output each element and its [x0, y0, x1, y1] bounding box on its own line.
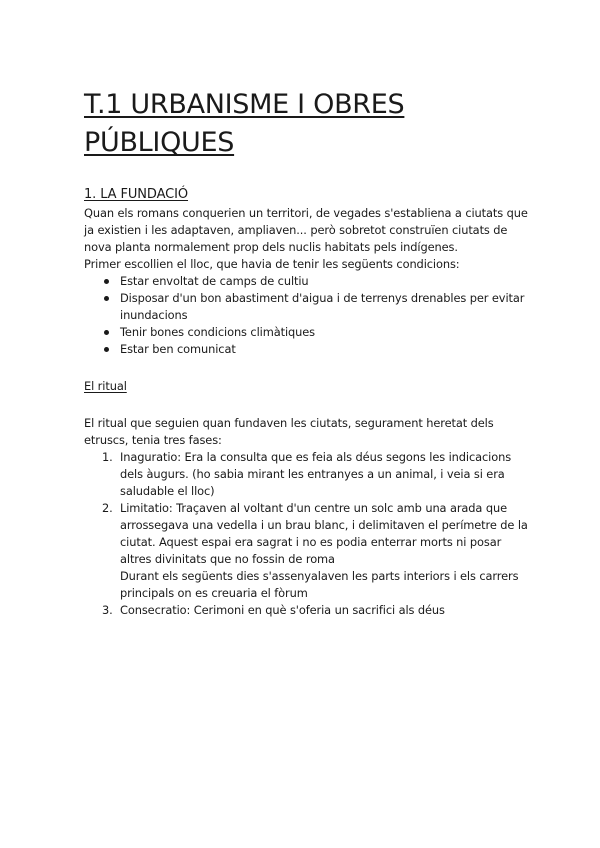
phase-text: Limitatio: Traçaven al voltant d'un centre un solc amb una arada que arrossegava una vedella i un brau blanc, i delimitaven el perímetre de la ciutat. Aquest espai era sagrat i no es podia enterrar morts ni posar altres divinitats que no fossin de roma: [120, 501, 528, 566]
list-number: 1.: [102, 450, 113, 464]
ritual-intro: El ritual que seguien quan fundaven les ciutats, segurament heretat dels etruscs, tenia tres fases:: [84, 416, 494, 447]
section-intro: Quan els romans conquerien un territori, de vegades s'establiena a ciutats que ja existien i les adaptaven, ampliaven... però sobretot construïen ciutats de nova planta normalement prop dels nuclis habitats pels indígenes.: [84, 206, 528, 254]
list-item: [102, 500, 534, 602]
phases-list: [84, 449, 534, 619]
page-title: T.1 URBANISME I OBRES PÚBLIQUES: [84, 89, 405, 158]
list-item: [102, 449, 534, 500]
phase-text: Inaguratio: Era la consulta que es feia als déus segons les indicacions dels àugurs. (ho sabia mirant les entranyes a un animal, i veia si era saludable el lloc): [120, 450, 512, 498]
list-item: Tenir bones condicions climàtiques: [120, 324, 534, 341]
list-number: 2.: [102, 501, 113, 515]
conditions-intro: Primer escollien el lloc, que havia de tenir les següents condicions:: [84, 257, 460, 271]
list-item: Estar envoltat de camps de cultiu: [120, 273, 534, 290]
list-number: 3.: [102, 603, 113, 617]
list-item: [102, 602, 534, 619]
section-heading: 1. LA FUNDACIÓ: [84, 187, 189, 202]
subsection-heading: El ritual: [84, 379, 127, 393]
list-item: Disposar d'un bon abastiment d'aigua i de terrenys drenables per evitar inundacions: [120, 290, 534, 324]
list-item: Estar ben comunicat: [120, 341, 534, 358]
document-body: [84, 185, 534, 619]
phase-text: Consecratio: Cerimoni en què s'oferia un sacrifici als déus: [120, 603, 445, 617]
conditions-list: [84, 273, 534, 358]
phase-extra-text: Durant els següents dies s'assenyalaven les parts interiors i els carrers principals on es creuaria el fòrum: [120, 569, 519, 600]
